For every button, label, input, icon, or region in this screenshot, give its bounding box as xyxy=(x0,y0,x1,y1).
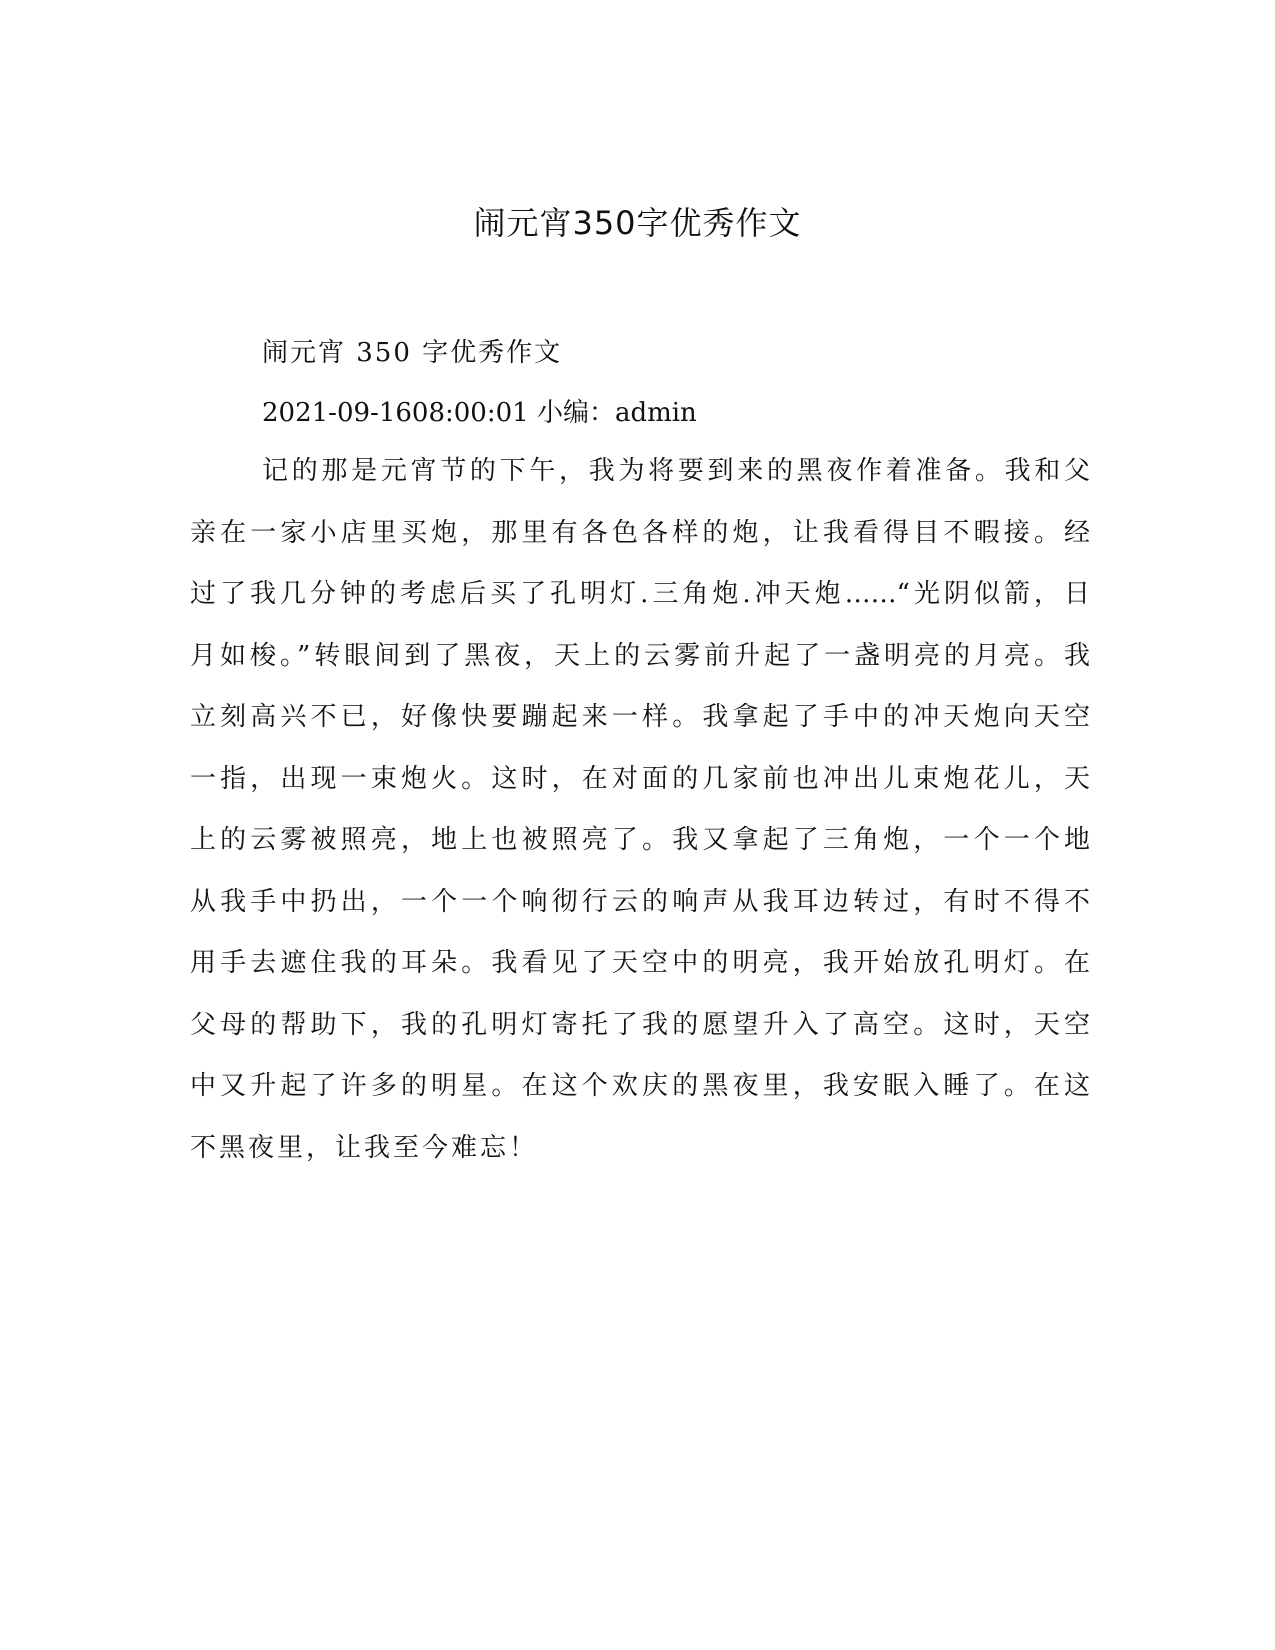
article-subtitle: 闹元宵 350 字优秀作文 xyxy=(262,338,563,368)
body-line: 立刻高兴不已，好像快要蹦起来一样。我拿起了手中的冲天炮向天空 xyxy=(190,702,1090,732)
body-line: 上的云雾被照亮，地上也被照亮了。我又拿起了三角炮，一个一个地 xyxy=(190,825,1090,855)
body-line: 亲在一家小店里买炮，那里有各色各样的炮，让我看得目不暇接。经 xyxy=(190,517,1090,548)
body-line: 记的那是元宵节的下午，我为将要到来的黑夜作着准备。我和父 xyxy=(262,456,1090,486)
body-line: 月如梭。”转眼间到了黑夜，天上的云雾前升起了一盏明亮的月亮。我 xyxy=(190,640,1090,671)
article-body xyxy=(190,448,1090,1186)
body-line: 从我手中扔出，一个一个响彻行云的响声从我耳边转过，有时不得不 xyxy=(190,886,1090,917)
body-line: 过了我几分钟的考虑后买了孔明灯.三角炮.冲天炮……“光阴似箭，日 xyxy=(190,579,1090,609)
body-line: 父母的帮助下，我的孔明灯寄托了我的愿望升入了高空。这时，天空 xyxy=(190,1009,1090,1040)
body-line: 一指，出现一束炮火。这时，在对面的几家前也冲出儿束炮花儿，天 xyxy=(190,763,1090,794)
document-title: 闹元宵350字优秀作文 xyxy=(473,204,802,242)
article-meta: 2021-09-1608:00:01 小编：admin xyxy=(262,398,697,428)
body-line: 中又升起了许多的明星。在这个欢庆的黑夜里，我安眠入睡了。在这 xyxy=(190,1071,1090,1101)
body-line: 用手去遮住我的耳朵。我看见了天空中的明亮，我开始放孔明灯。在 xyxy=(190,948,1090,978)
body-line: 不黑夜里，让我至今难忘！ xyxy=(190,1132,539,1163)
